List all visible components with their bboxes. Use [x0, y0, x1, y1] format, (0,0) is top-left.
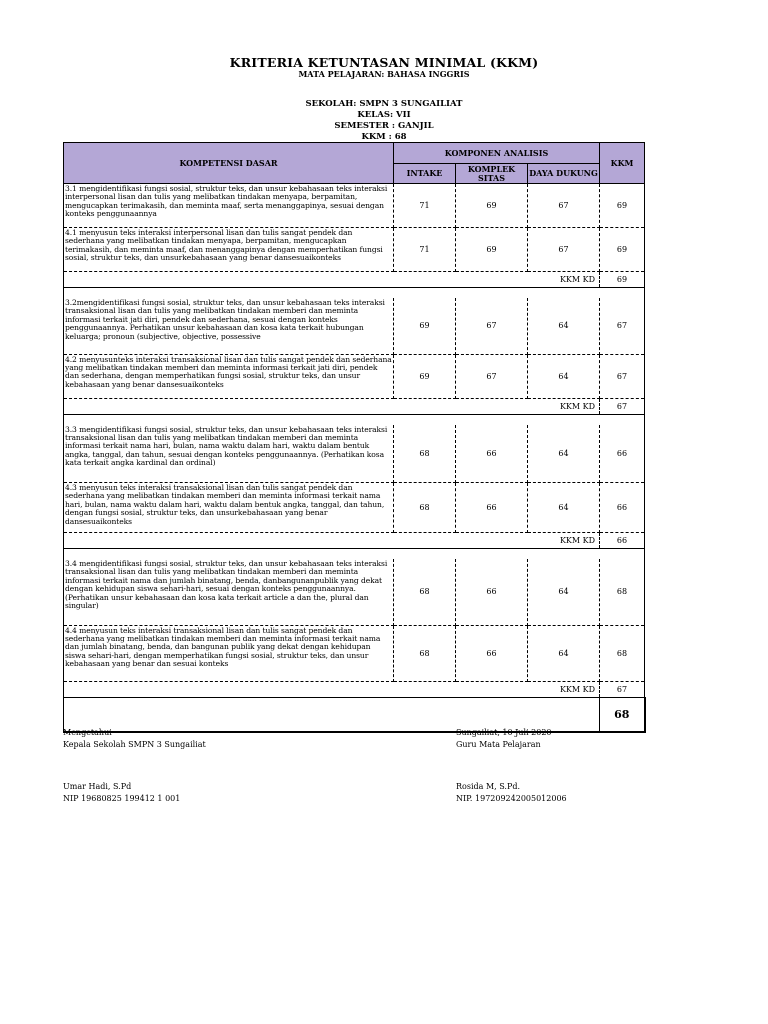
kkm-value: 68 — [600, 559, 645, 625]
kompleksitas-value: 69 — [456, 184, 528, 228]
sig-right-name: Rosida M, S.Pd. — [456, 782, 520, 791]
final-kkm-value: 68 — [600, 697, 645, 732]
kkm-kd-label: KKM KD — [64, 398, 600, 414]
kompleksitas-value: 66 — [456, 483, 528, 533]
class-line: KELAS: VII — [357, 110, 411, 120]
daya-dukung-value: 64 — [528, 298, 600, 354]
intake-value: 68 — [394, 559, 456, 625]
intake-value: 71 — [394, 184, 456, 228]
table-row — [64, 559, 645, 625]
table-row — [64, 625, 645, 681]
intake-value: 68 — [394, 483, 456, 533]
sig-left-name: Umar Hadi, S.Pd — [63, 782, 132, 791]
daya-dukung-value: 64 — [528, 559, 600, 625]
kompleksitas-value: 66 — [456, 425, 528, 483]
kkm-kd-value: 66 — [600, 533, 645, 549]
kkm-value: 66 — [600, 425, 645, 483]
final-kkm-row — [64, 697, 645, 732]
kkm-value: 69 — [600, 184, 645, 228]
kd-text: 4.2 menyusunteks interaksi transaksional lisan dan tulis sangat pendek dan sederhana yang melibatkan tindakan memberi dan meminta informasi terkait jati diri, pendek dan sederhana, dengan memperhatikan fungsi sosial, struktur teks, dan unsur kebahasaan yang benar dansesuaikonteks — [64, 354, 394, 398]
intake-value: 69 — [394, 298, 456, 354]
table-row — [64, 483, 645, 533]
header-daya-dukung: DAYA DUKUNG — [528, 164, 600, 184]
kd-text: 3.4 mengidentifikasi fungsi sosial, struktur teks, dan unsur kebahasaan teks interaksi transaksional lisan dan tulis yang melibatkan tindakan memberi dan meminta informasi terkait nama dan jumlah binatang, benda, danbangunanpublik yang dekat dengan kehidupan siswa sehari-hari, sesuai dengan konteks penggunaannya. (Perhatikan unsur kebahasaan dan kosa kata terkait article a dan the, plural dan singular) — [64, 559, 394, 625]
header-kompleksitas: KOMPLEK SITAS — [456, 164, 528, 184]
kkm-kd-row — [64, 681, 645, 697]
intake-value: 69 — [394, 354, 456, 398]
kkm-kd-value: 67 — [600, 398, 645, 414]
kkm-value: 66 — [600, 483, 645, 533]
school-line: SEKOLAH: SMPN 3 SUNGAILIAT — [305, 99, 463, 109]
kd-text: 3.1 mengidentifikasi fungsi sosial, struktur teks, dan unsur kebahasaan teks interaksi interpersonal lisan dan tulis yang melibatkan tindakan menyapa, berpamitan, mengucapkan terimakasih, dan meminta maaf, serta menanggapinya, sesuai dengan konteks penggunaannya — [64, 184, 394, 228]
final-blank-cell — [64, 697, 600, 732]
header-intake: INTAKE — [394, 164, 456, 184]
daya-dukung-value: 67 — [528, 228, 600, 272]
kompleksitas-value: 67 — [456, 298, 528, 354]
sig-left-line2: Kepala Sekolah SMPN 3 Sungailiat — [63, 740, 206, 749]
kkm-kd-row — [64, 533, 645, 549]
spacer-row — [64, 288, 645, 299]
spacer-row — [64, 549, 645, 560]
table-row — [64, 228, 645, 272]
spacer-cell — [64, 288, 645, 299]
subject-line: MATA PELAJARAN: BAHASA INGGRIS — [298, 69, 470, 79]
kkm-kd-value: 67 — [600, 681, 645, 697]
table-row — [64, 184, 645, 228]
kd-text: 4.1 menyusun teks interaksi interpersonal lisan dan tulis sangat pendek dan sederhana yang melibatkan tindakan menyapa, berpamitan, mengucapkan terimakasih, dan meminta maaf, dan menanggapinya dengan memperhatikan fungsi sosial, struktur teks, dan unsurkebahasaan yang benar dansesuaikonteks — [64, 228, 394, 272]
sig-right-line1: Sungailiat, 10 Juli 2020 — [456, 728, 552, 737]
kd-text: 3.3 mengidentifikasi fungsi sosial, struktur teks, dan unsur kebahasaan teks interaksi transaksional lisan dan tulis yang melibatkan tindakan memberi dan meminta informasi terkait nama hari, bulan, nama waktu dalam hari, waktu dalam bentuk angka, tanggal, dan tahun, sesuai dengan konteks penggunaannya. (Perhatikan kosa kata terkait angka kardinal dan ordinal) — [64, 425, 394, 483]
header-kkm: KKM — [600, 143, 645, 184]
table-row — [64, 298, 645, 354]
kd-text: 4.3 menyusun teks interaksi transaksional lisan dan tulis sangat pendek dan sederhana yang melibatkan tindakan memberi dan meminta informasi terkait nama hari, bulan, nama waktu dalam hari, waktu dalam bentuk angka, tanggal, dan tahun, dengan fungsi sosial, struktur teks, dan unsurkebahasaan yang benar dansesuaikonteks — [64, 483, 394, 533]
spacer-cell — [64, 414, 645, 425]
header-komponen-analisis: KOMPONEN ANALISIS — [394, 143, 600, 164]
document-title: KRITERIA KETUNTASAN MINIMAL (KKM) — [229, 55, 539, 70]
kompleksitas-value: 66 — [456, 559, 528, 625]
intake-value: 68 — [394, 425, 456, 483]
daya-dukung-value: 64 — [528, 354, 600, 398]
sig-right-line2: Guru Mata Pelajaran — [456, 740, 541, 749]
kkm-table — [63, 142, 646, 733]
kkm-value: 67 — [600, 298, 645, 354]
kkm-line: KKM : 68 — [361, 132, 407, 142]
table-body — [64, 184, 645, 732]
daya-dukung-value: 64 — [528, 425, 600, 483]
header-kompetensi-dasar: KOMPETENSI DASAR — [64, 143, 394, 184]
daya-dukung-value: 64 — [528, 625, 600, 681]
semester-line: SEMESTER : GANJIL — [334, 121, 434, 131]
sig-left-nip: NIP 19680825 199412 1 001 — [63, 794, 181, 803]
spacer-cell — [64, 549, 645, 560]
daya-dukung-value: 64 — [528, 483, 600, 533]
kkm-kd-value: 69 — [600, 272, 645, 288]
table-row — [64, 425, 645, 483]
kd-text: 4.4 menyusun teks interaksi transaksional lisan dan tulis sangat pendek dan sederhana yang melibatkan tindakan memberi dan meminta informasi terkait nama dan jumlah binatang, benda, dan bangunan publik yang dekat dengan kehidupan siswa sehari-hari, dengan memperhatikan fungsi sosial, struktur teks, dan unsur kebahasaan yang benar dan sesuai konteks — [64, 625, 394, 681]
kkm-kd-label: KKM KD — [64, 681, 600, 697]
kkm-kd-label: KKM KD — [64, 272, 600, 288]
kd-text: 3.2mengidentifikasi fungsi sosial, struktur teks, dan unsur kebahasaan teks interaksi transaksional lisan dan tulis yang melibatkan tindakan memberi dan meminta informasi terkait jati diri, pendek dan sederhana, sesuai dengan konteks penggunaannya. Perhatikan unsur kebahasaan dan kosa kata terkait hubungan keluarga; pronoun (subjective, objective, possessive — [64, 298, 394, 354]
kkm-kd-label: KKM KD — [64, 533, 600, 549]
kkm-value: 69 — [600, 228, 645, 272]
sig-left-line1: Mengetahui — [63, 728, 112, 737]
kompleksitas-value: 67 — [456, 354, 528, 398]
table-row — [64, 354, 645, 398]
intake-value: 71 — [394, 228, 456, 272]
kkm-value: 68 — [600, 625, 645, 681]
daya-dukung-value: 67 — [528, 184, 600, 228]
kompleksitas-value: 66 — [456, 625, 528, 681]
kkm-value: 67 — [600, 354, 645, 398]
kompleksitas-value: 69 — [456, 228, 528, 272]
kkm-kd-row — [64, 272, 645, 288]
spacer-row — [64, 414, 645, 425]
intake-value: 68 — [394, 625, 456, 681]
kkm-kd-row — [64, 398, 645, 414]
sig-right-nip: NIP. 197209242005012006 — [456, 794, 567, 803]
